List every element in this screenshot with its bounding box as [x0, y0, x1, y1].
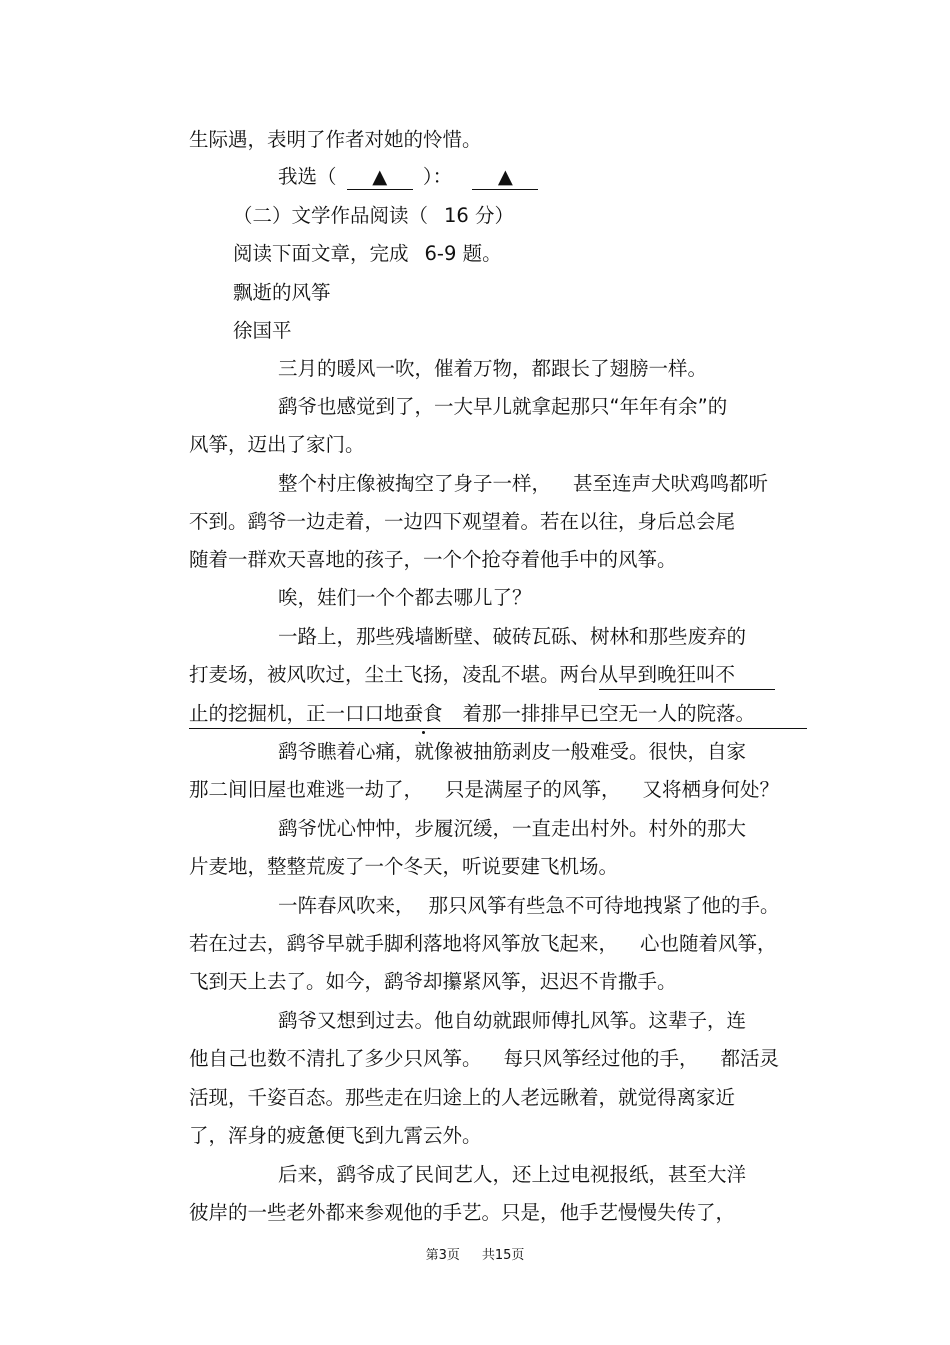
page-footer	[0, 1247, 950, 1265]
paragraph-line: 整个村庄像被掏空了身子一样， 甚至连声犬吠鸡鸣都听	[278, 472, 769, 495]
page-total: 共15页	[481, 1248, 525, 1263]
underlined-phrase: 从早到晚狂叫不	[599, 662, 775, 690]
paragraph-line: 若在过去，鹞爷早就手脚利落地将风筝放飞起来， 心也随着风筝，	[189, 932, 777, 955]
instruction-line: 阅读下面文章，完成 6-9 题。	[233, 242, 502, 265]
answer-separator: ）：	[422, 165, 453, 188]
paragraph-line: 彼岸的一些老外都来参观他的手艺。只是，他手艺慢慢失传了，	[189, 1201, 736, 1224]
line-text: 生际遇，表明了作者对她的怜惜。	[189, 128, 482, 151]
paragraph-line: 那二间旧屋也难逃一劫了， 只是满屋子的风筝， 又将栖身何处？	[189, 778, 780, 801]
paragraph-line: 一阵春风吹来， 那只风筝有些急不可待地拽紧了他的手。	[278, 894, 780, 917]
text-line-1	[189, 127, 482, 153]
article-title: 飘逝的风筝	[233, 281, 331, 304]
paragraph-line: 鹞爷也感觉到了，一大早儿就拿起那只“年年有余”的	[278, 395, 728, 418]
answer-label: 我选（	[278, 165, 337, 188]
underlined-sentence: 止的挖掘机，正一口口地蚕食 着那一排排早已空无一人的院落。	[189, 701, 807, 729]
paragraph-line: 不到。鹞爷一边走着，一边四下观望着。若在以往，身后总会尾	[189, 510, 736, 533]
page-number: 第3页	[425, 1248, 460, 1263]
paragraph-line: 一路上，那些残墙断壁、破砖瓦砾、树林和那些废弃的	[278, 625, 747, 648]
paragraph-line: 飞到天上去了。如今，鹞爷却攥紧风筝，迟迟不肯撒手。	[189, 970, 677, 993]
paragraph-line: 三月的暖风一吹，催着万物，都跟长了翅膀一样。	[278, 357, 708, 380]
paragraph-line	[189, 701, 807, 727]
paragraph-line: 了，浑身的疲惫便飞到九霄云外。	[189, 1124, 482, 1147]
paragraph-line: 风筝，迈出了家门。	[189, 433, 365, 456]
paragraph-line: 打麦场，被风吹过，尘土飞扬，凌乱不堪。两台从早到晚狂叫不	[189, 662, 775, 688]
emphasized-word: 蚕食	[403, 702, 443, 725]
paragraph-line: 唉，娃们一个个都去哪儿了？	[278, 586, 532, 609]
paragraph-line: 活现，千姿百态。那些走在归途上的人老远瞅着，就觉得离家近	[189, 1086, 736, 1109]
paragraph-line: 鹞爷又想到过去。他自幼就跟师傅扎风筝。这辈子，连	[278, 1009, 747, 1032]
paragraph-line: 他自己也数不清扎了多少只风筝。 每只风筝经过他的手， 都活灵	[189, 1047, 780, 1070]
answer-blank-reason[interactable]: ▲	[472, 165, 538, 190]
article-author: 徐国平	[233, 319, 292, 342]
paragraph-line: 鹞爷忧心忡忡，步履沉缓，一直走出村外。村外的那大	[278, 817, 747, 840]
paragraph-line: 后来，鹞爷成了民间艺人，还上过电视报纸，甚至大洋	[278, 1163, 747, 1186]
answer-row	[278, 164, 538, 190]
paragraph-line: 随着一群欢天喜地的孩子，一个个抢夺着他手中的风筝。	[189, 548, 677, 571]
section-heading: （二）文学作品阅读（ 16 分）	[233, 204, 515, 227]
paragraph-line: 片麦地，整整荒废了一个冬天，听说要建飞机场。	[189, 855, 619, 878]
paragraph-line: 鹞爷瞧着心痛，就像被抽筋剥皮一般难受。很快，自家	[278, 740, 747, 763]
answer-blank-choice[interactable]: ▲	[347, 165, 413, 190]
